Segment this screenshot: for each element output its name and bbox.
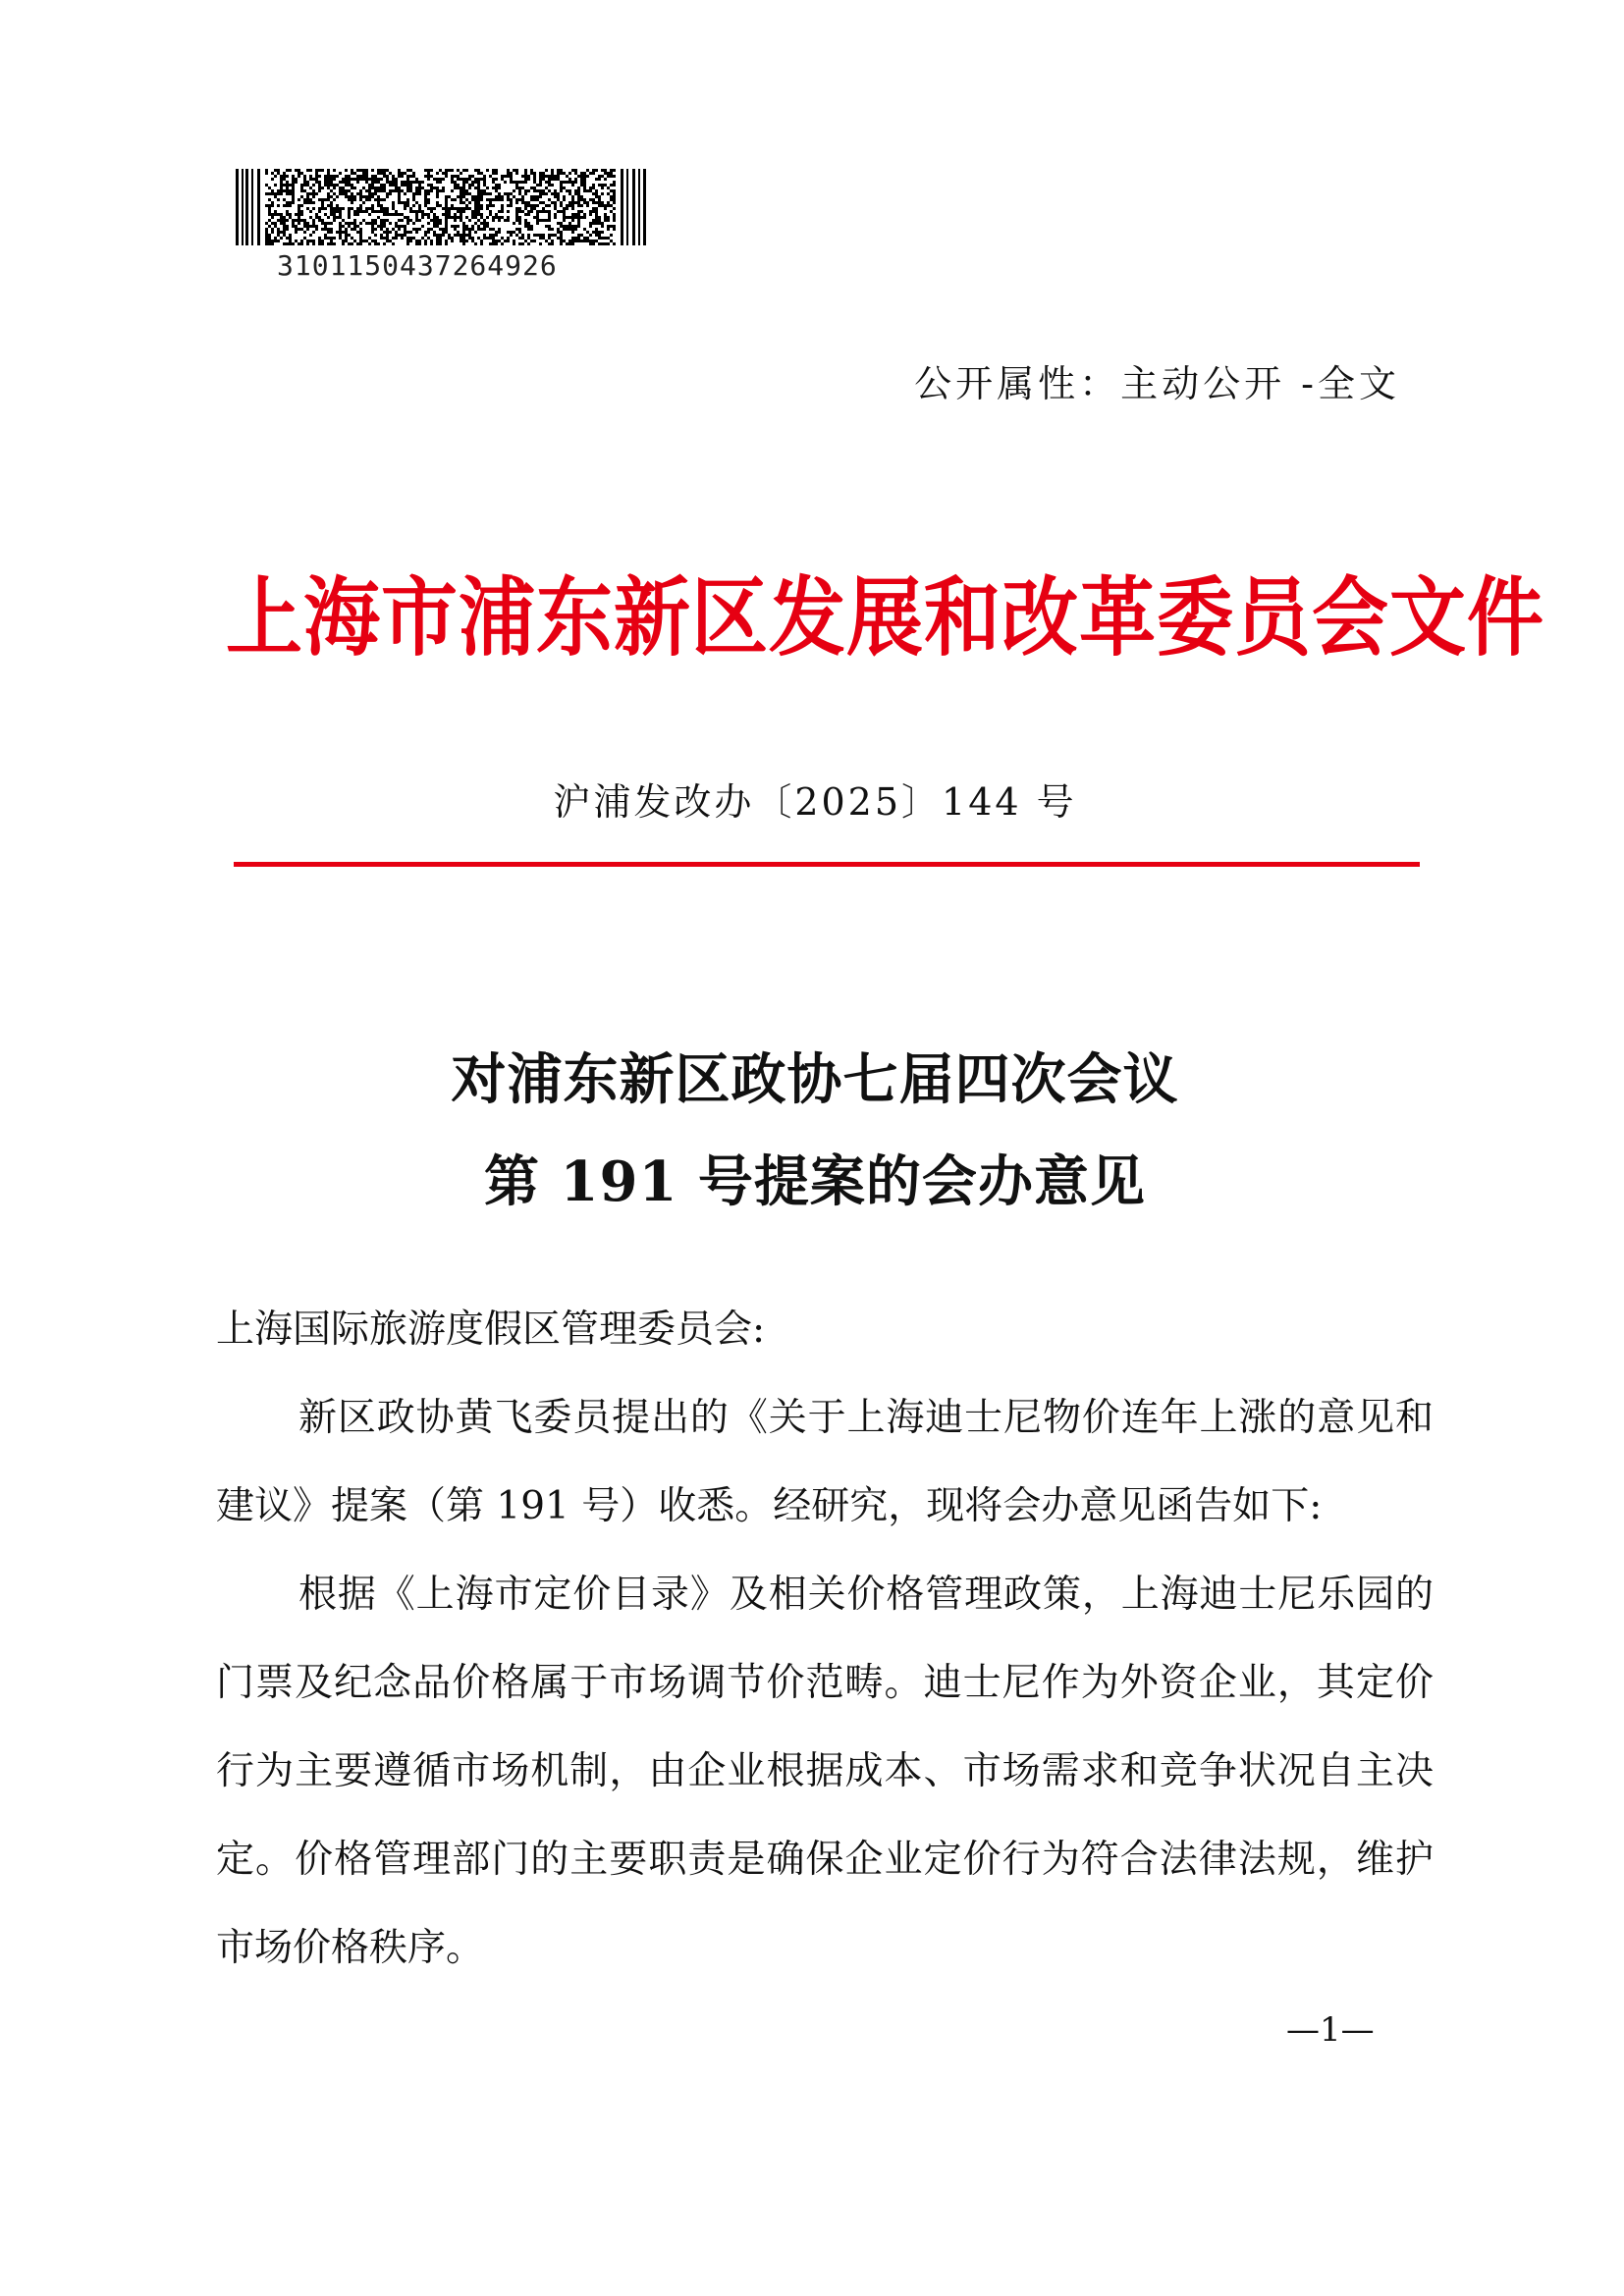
document-number: 沪浦发改办〔2025〕144 号 <box>553 780 1077 824</box>
barcode-image <box>236 169 646 245</box>
barcode <box>236 169 646 245</box>
body-paragraph-1: 新区政协黄飞委员提出的《关于上海迪士尼物价连年上涨的意见和建议》提案（第 191 号）收悉。经研究，现将会办意见函告如下: <box>216 1396 1434 1528</box>
body-paragraph-2: 根据《上海市定价目录》及相关价格管理政策，上海迪士尼乐园的门票及纪念品价格属于市场调节价范畴。迪士尼作为外资企业，其定价行为主要遵循市场机制，由企业根据成本、市场需求和竞争状况自主决定。价格管理部门的主要职责是确保企业定价行为符合法律法规，维护市场价格秩序。 <box>216 1573 1434 1970</box>
red-divider-rule <box>234 862 1420 867</box>
document-title-line-1: 对浦东新区政协七届四次会议 <box>451 1047 1179 1112</box>
disclosure-attribute: 公开属性：主动公开 -全文 <box>914 362 1400 405</box>
page-number: —1— <box>1286 2010 1375 2050</box>
barcode-number: 3101150437264926 <box>277 249 558 282</box>
document-title-line-2: 第 191 号提案的会办意见 <box>484 1149 1146 1214</box>
document-body <box>216 1286 1434 1993</box>
addressee: 上海国际旅游度假区管理委员会: <box>216 1308 766 1352</box>
issuer-title: 上海市浦东新区发展和改革委员会文件 <box>226 568 1545 668</box>
